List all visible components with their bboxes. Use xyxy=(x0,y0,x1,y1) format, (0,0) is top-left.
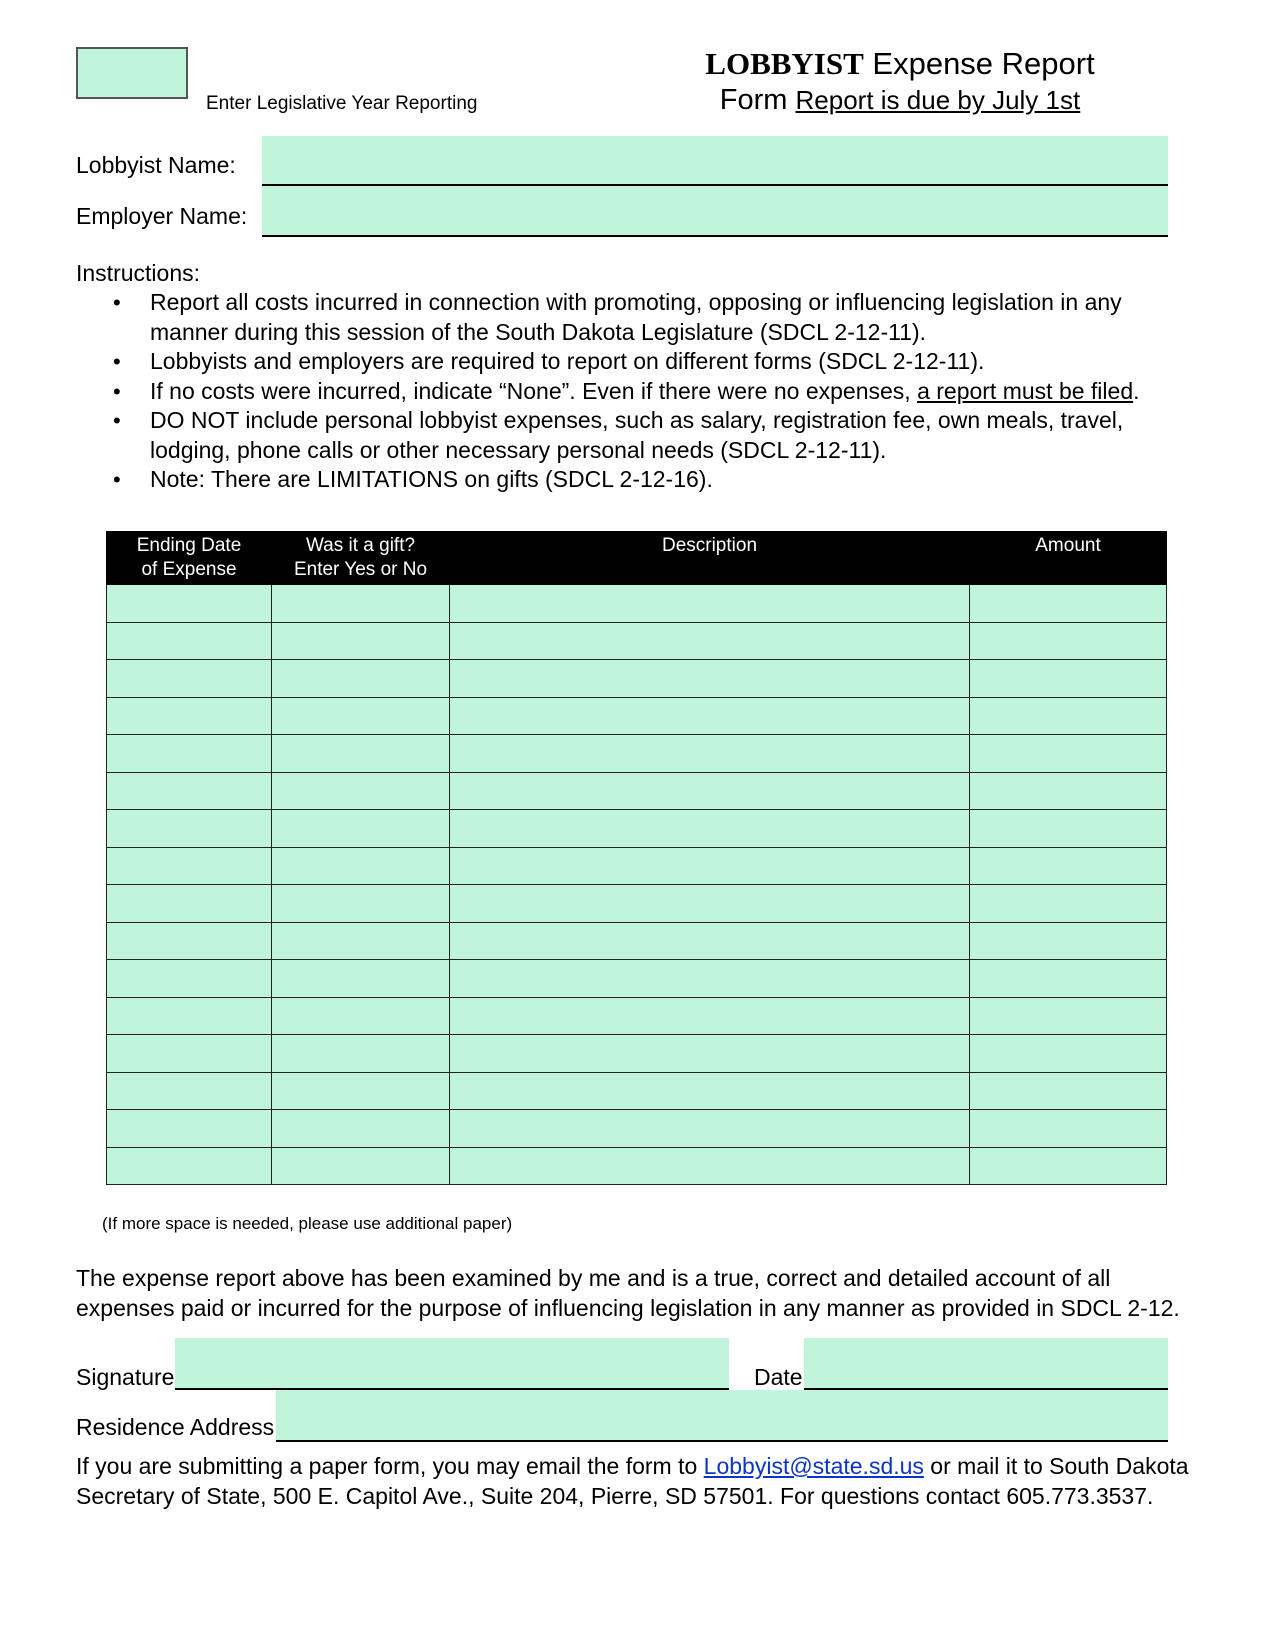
table-row xyxy=(107,1072,1167,1110)
date-label: Date xyxy=(754,1364,803,1390)
submission-text-end: or mail it to South Dakota Secretary of State, 500 E. Capitol Ave., Suite 204, Pierre, SD 57501. For questions contact 605.773.3537. xyxy=(76,1453,1189,1509)
table-row xyxy=(107,810,1167,848)
lobbyist-name-input[interactable] xyxy=(262,136,1168,186)
ending-date-cell[interactable] xyxy=(107,772,272,810)
ending-date-cell[interactable] xyxy=(107,810,272,848)
gift-cell[interactable] xyxy=(272,1035,450,1073)
employer-name-label: Employer Name: xyxy=(76,203,248,229)
description-cell[interactable] xyxy=(450,772,970,810)
signature-input[interactable] xyxy=(175,1338,729,1390)
lobbyist-name-label: Lobbyist Name: xyxy=(76,152,236,178)
description-cell[interactable] xyxy=(450,660,970,698)
table-row xyxy=(107,922,1167,960)
table-row xyxy=(107,847,1167,885)
gift-cell[interactable] xyxy=(272,585,450,623)
signature-label: Signature xyxy=(76,1364,175,1390)
description-cell[interactable] xyxy=(450,922,970,960)
amount-cell[interactable] xyxy=(970,772,1167,810)
table-row xyxy=(107,1035,1167,1073)
ending-date-cell[interactable] xyxy=(107,960,272,998)
table-row xyxy=(107,660,1167,698)
amount-cell[interactable] xyxy=(970,585,1167,623)
gift-cell[interactable] xyxy=(272,697,450,735)
amount-cell[interactable] xyxy=(970,697,1167,735)
due-date-text: Report is due by July 1st xyxy=(795,85,1081,115)
description-cell[interactable] xyxy=(450,697,970,735)
amount-cell[interactable] xyxy=(970,622,1167,660)
instruction-text: If no costs were incurred, indicate “None”. Even if there were no expenses, xyxy=(150,377,918,404)
gift-cell[interactable] xyxy=(272,885,450,923)
legislative-year-input[interactable] xyxy=(76,47,188,99)
description-cell[interactable] xyxy=(450,585,970,623)
description-cell[interactable] xyxy=(450,997,970,1035)
amount-cell[interactable] xyxy=(970,847,1167,885)
amount-cell[interactable] xyxy=(970,735,1167,773)
amount-cell[interactable] xyxy=(970,1072,1167,1110)
employer-name-input[interactable] xyxy=(262,186,1168,237)
amount-cell[interactable] xyxy=(970,922,1167,960)
amount-cell[interactable] xyxy=(970,1110,1167,1148)
residence-address-input[interactable] xyxy=(276,1390,1168,1442)
description-cell[interactable] xyxy=(450,1147,970,1185)
submission-note xyxy=(76,1452,1216,1511)
ending-date-cell[interactable] xyxy=(107,622,272,660)
description-cell[interactable] xyxy=(450,1072,970,1110)
title-form-word: Form xyxy=(719,84,788,116)
description-cell[interactable] xyxy=(450,735,970,773)
email-link[interactable]: Lobbyist@state.sd.us xyxy=(703,1453,924,1479)
description-cell[interactable] xyxy=(450,1035,970,1073)
gift-cell[interactable] xyxy=(272,660,450,698)
gift-cell[interactable] xyxy=(272,997,450,1035)
ending-date-cell[interactable] xyxy=(107,1072,272,1110)
table-row xyxy=(107,772,1167,810)
amount-cell[interactable] xyxy=(970,1035,1167,1073)
ending-date-cell[interactable] xyxy=(107,585,272,623)
table-header-row xyxy=(107,532,1167,585)
ending-date-cell[interactable] xyxy=(107,1147,272,1185)
gift-cell[interactable] xyxy=(272,960,450,998)
form-title xyxy=(700,46,1100,82)
instruction-item xyxy=(76,377,1186,407)
table-row xyxy=(107,622,1167,660)
residence-address-label: Residence Address xyxy=(76,1414,275,1440)
instruction-text-end: . xyxy=(1133,377,1140,404)
amount-cell[interactable] xyxy=(970,960,1167,998)
instruction-item: • Lobbyists and employers are required to report on different forms (SDCL 2-12-11). xyxy=(76,347,1186,377)
instruction-item: • Note: There are LIMITATIONS on gifts (SDCL 2-12-16). xyxy=(76,465,1186,495)
attestation-text: The expense report above has been examined by me and is a true, correct and detailed account of all expenses paid or incurred for the purpose of influencing legislation in any manner as provided in SDCL 2-12. xyxy=(76,1265,1180,1321)
table-row xyxy=(107,697,1167,735)
table-row xyxy=(107,1110,1167,1148)
ending-date-cell[interactable] xyxy=(107,922,272,960)
gift-cell[interactable] xyxy=(272,622,450,660)
table-row xyxy=(107,960,1167,998)
expense-rows xyxy=(107,585,1167,1185)
description-cell[interactable] xyxy=(450,622,970,660)
gift-cell[interactable] xyxy=(272,1147,450,1185)
form-subtitle xyxy=(700,84,1100,117)
description-cell[interactable] xyxy=(450,885,970,923)
description-cell[interactable] xyxy=(450,847,970,885)
table-row xyxy=(107,585,1167,623)
ending-date-cell[interactable] xyxy=(107,997,272,1035)
description-cell[interactable] xyxy=(450,810,970,848)
amount-cell[interactable] xyxy=(970,997,1167,1035)
ending-date-cell[interactable] xyxy=(107,697,272,735)
table-row xyxy=(107,1147,1167,1185)
gift-cell[interactable] xyxy=(272,735,450,773)
date-input[interactable] xyxy=(804,1338,1168,1390)
title-lobbyist-word: LOBBYIST xyxy=(705,46,864,81)
column-header-gift: Was it a gift? Enter Yes or No xyxy=(272,532,450,585)
instruction-item: • DO NOT include personal lobbyist expenses, such as salary, registration fee, own meals, travel, lodging, phone calls or other necessary personal needs (SDCL 2-12-11). xyxy=(76,406,1186,465)
gift-cell[interactable] xyxy=(272,1072,450,1110)
ending-date-cell[interactable] xyxy=(107,1110,272,1148)
table-row xyxy=(107,997,1167,1035)
column-header-ending-date: Ending Date of Expense xyxy=(107,532,272,585)
amount-cell[interactable] xyxy=(970,660,1167,698)
ending-date-cell[interactable] xyxy=(107,885,272,923)
submission-text: If you are submitting a paper form, you may email the form to xyxy=(76,1453,704,1479)
table-row xyxy=(107,735,1167,773)
instruction-item: • Report all costs incurred in connection with promoting, opposing or influencing legislation in any manner during this session of the South Dakota Legislature (SDCL 2-12-11). xyxy=(76,288,1186,347)
instructions-heading: Instructions: xyxy=(76,260,200,286)
gift-cell[interactable] xyxy=(272,810,450,848)
description-cell[interactable] xyxy=(450,960,970,998)
table-note: (If more space is needed, please use additional paper) xyxy=(102,1214,513,1233)
column-header-amount: Amount xyxy=(970,532,1167,585)
description-cell[interactable] xyxy=(450,1110,970,1148)
amount-cell[interactable] xyxy=(970,885,1167,923)
expense-table xyxy=(106,531,1167,1185)
table-row xyxy=(107,885,1167,923)
ending-date-cell[interactable] xyxy=(107,735,272,773)
instructions-list xyxy=(76,288,1186,495)
gift-cell[interactable] xyxy=(272,847,450,885)
gift-cell[interactable] xyxy=(272,1110,450,1148)
ending-date-cell[interactable] xyxy=(107,660,272,698)
title-expense-report: Expense Report xyxy=(863,46,1095,81)
gift-cell[interactable] xyxy=(272,922,450,960)
ending-date-cell[interactable] xyxy=(107,1035,272,1073)
amount-cell[interactable] xyxy=(970,1147,1167,1185)
instruction-emphasis: a report must be filed xyxy=(917,377,1134,404)
amount-cell[interactable] xyxy=(970,810,1167,848)
column-header-description: Description xyxy=(450,532,970,585)
legislative-year-label: Enter Legislative Year Reporting xyxy=(206,93,478,114)
gift-cell[interactable] xyxy=(272,772,450,810)
ending-date-cell[interactable] xyxy=(107,847,272,885)
